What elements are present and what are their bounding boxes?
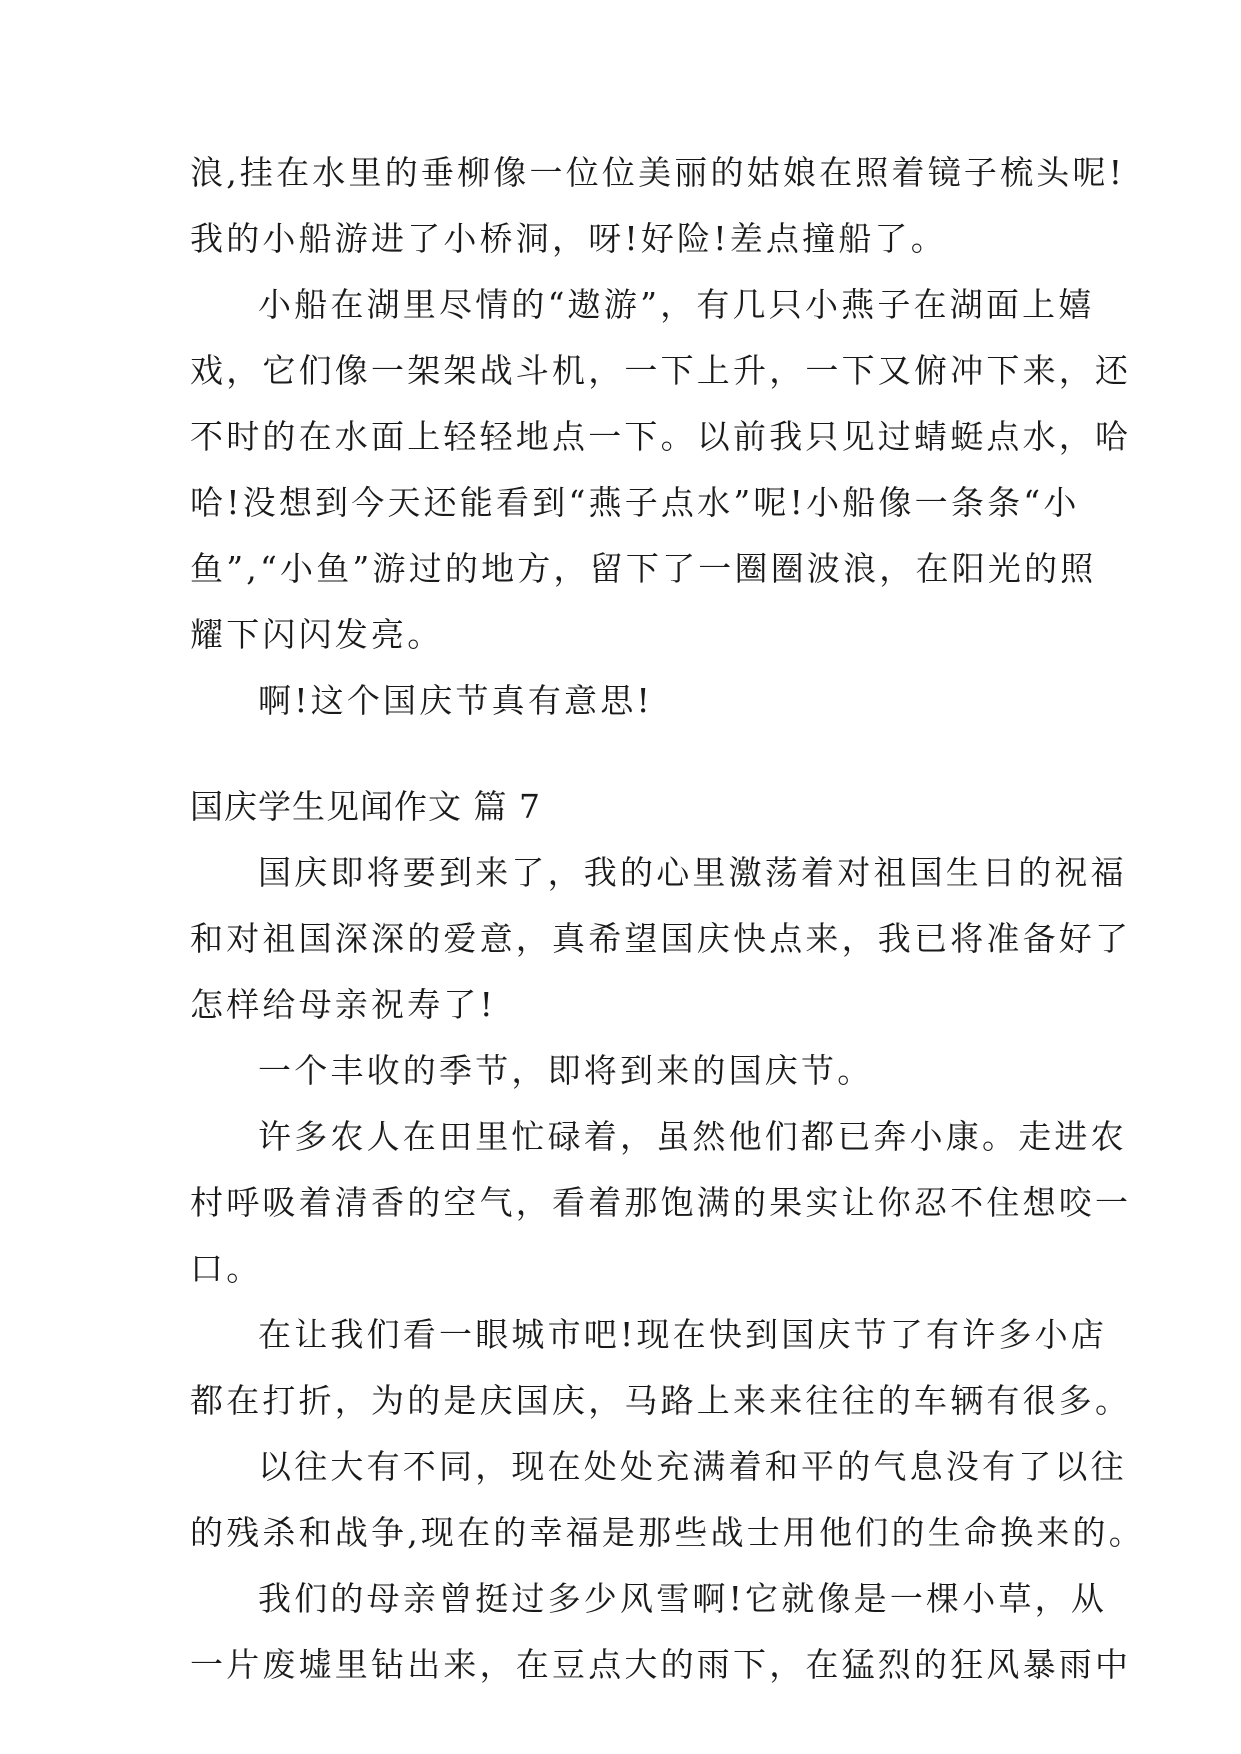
text-line: 的残杀和战争,现在的幸福是那些战士用他们的生命换来的。 bbox=[190, 1513, 1145, 1552]
text-line: 以往大有不同，现在处处充满着和平的气息没有了以往 bbox=[258, 1447, 1127, 1486]
document-page bbox=[190, 140, 1145, 1698]
text-line: 都在打折，为的是庆国庆，马路上来来往往的车辆有很多。 bbox=[190, 1381, 1132, 1420]
text-line: 口。 bbox=[190, 1249, 263, 1288]
section-gap bbox=[190, 734, 1060, 774]
text-line: 和对祖国深深的爱意，真希望国庆快点来，我已将准备好了 bbox=[190, 919, 1132, 958]
text-line: 啊!这个国庆节真有意思! bbox=[258, 681, 653, 720]
text-line: 鱼”,“小鱼”游过的地方，留下了一圈圈波浪，在阳光的照 bbox=[190, 549, 1097, 588]
text-line: 哈!没想到今天还能看到“燕子点水”呢!小船像一条条“小 bbox=[190, 483, 1080, 522]
text-line: 我的小船游进了小桥洞，呀!好险!差点撞船了。 bbox=[190, 219, 947, 258]
text-line: 许多农人在田里忙碌着，虽然他们都已奔小康。走进农 bbox=[258, 1117, 1127, 1156]
text-line: 一片废墟里钻出来，在豆点大的雨下，在猛烈的狂风暴雨中 bbox=[190, 1645, 1132, 1684]
section-heading: 国庆学生见闻作文 篇 7 bbox=[190, 787, 541, 826]
essay-continuation bbox=[190, 140, 1132, 734]
text-line: 国庆即将要到来了，我的心里激荡着对祖国生日的祝福 bbox=[258, 853, 1127, 892]
text-line: 小船在湖里尽情的“遨游”，有几只小燕子在湖面上嬉 bbox=[258, 285, 1095, 324]
text-line: 怎样给母亲祝寿了! bbox=[190, 985, 497, 1024]
text-line: 耀下闪闪发亮。 bbox=[190, 615, 444, 654]
text-line: 一个丰收的季节，即将到来的国庆节。 bbox=[258, 1051, 874, 1090]
text-line: 我们的母亲曾挺过多少风雪啊!它就像是一棵小草，从 bbox=[258, 1579, 1108, 1618]
text-line: 村呼吸着清香的空气，看着那饱满的果实让你忍不住想咬一 bbox=[190, 1183, 1132, 1222]
text-line: 戏，它们像一架架战斗机，一下上升，一下又俯冲下来，还 bbox=[190, 351, 1132, 390]
text-line: 在让我们看一眼城市吧!现在快到国庆节了有许多小店 bbox=[258, 1315, 1108, 1354]
text-line: 浪,挂在水里的垂柳像一位位美丽的姑娘在照着镜子梳头呢! bbox=[190, 153, 1126, 192]
text-line: 不时的在水面上轻轻地点一下。以前我只见过蜻蜓点水，哈 bbox=[190, 417, 1132, 456]
essay-section-7 bbox=[190, 840, 1145, 1698]
